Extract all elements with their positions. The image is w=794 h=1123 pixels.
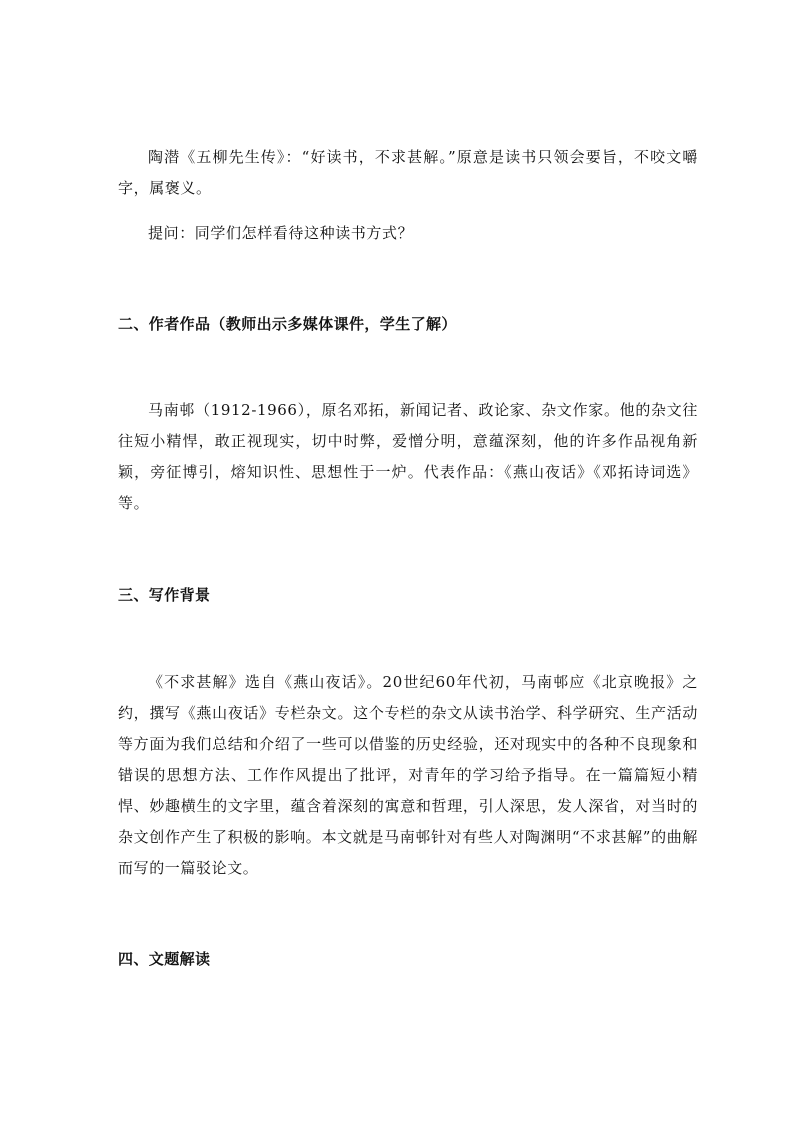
question-paragraph: 提问：同学们怎样看待这种读书方式？: [148, 224, 414, 242]
intro-paragraph: 陶潜《五柳先生传》：“好读书，不求甚解。”原意是读书只领会要旨，不咬文嚼字，属褒义。: [118, 148, 698, 197]
section-heading-title-interpretation: 四、文题解读: [118, 950, 211, 968]
author-paragraph: 马南邨（1912-1966），原名邓拓，新闻记者、政论家、杂文作家。他的杂文往往短小精悍，敢正视现实，切中时弊，爱憎分明，意蕴深刻，他的许多作品视角新颖，旁征博引，熔知识性、思想性于一炉。代表作品：《燕山夜话》《邓拓诗词选》等。: [118, 401, 698, 512]
background-paragraph: 《不求甚解》选自《燕山夜话》。20世纪60年代初，马南邨应《北京晚报》之约，撰写《燕山夜话》专栏杂文。这个专栏的杂文从读书治学、科学研究、生产活动等方面为我们总结和介绍了一些可以借鉴的历史经验，还对现实中的各种不良现象和错误的思想方法、工作作风提出了批评，对青年的学习给予指导。在一篇篇短小精悍、妙趣横生的文字里，蕴含着深刻的寓意和哲理，引人深思，发人深省，对当时的杂文创作产生了积极的影响。本文就是马南邨针对有些人对陶渊明“不求甚解”的曲解而写的一篇驳论文。: [118, 673, 698, 877]
section-heading-author-works: 二、作者作品（教师出示多媒体课件，学生了解）: [118, 315, 457, 333]
section-heading-writing-background: 三、写作背景: [118, 586, 211, 604]
